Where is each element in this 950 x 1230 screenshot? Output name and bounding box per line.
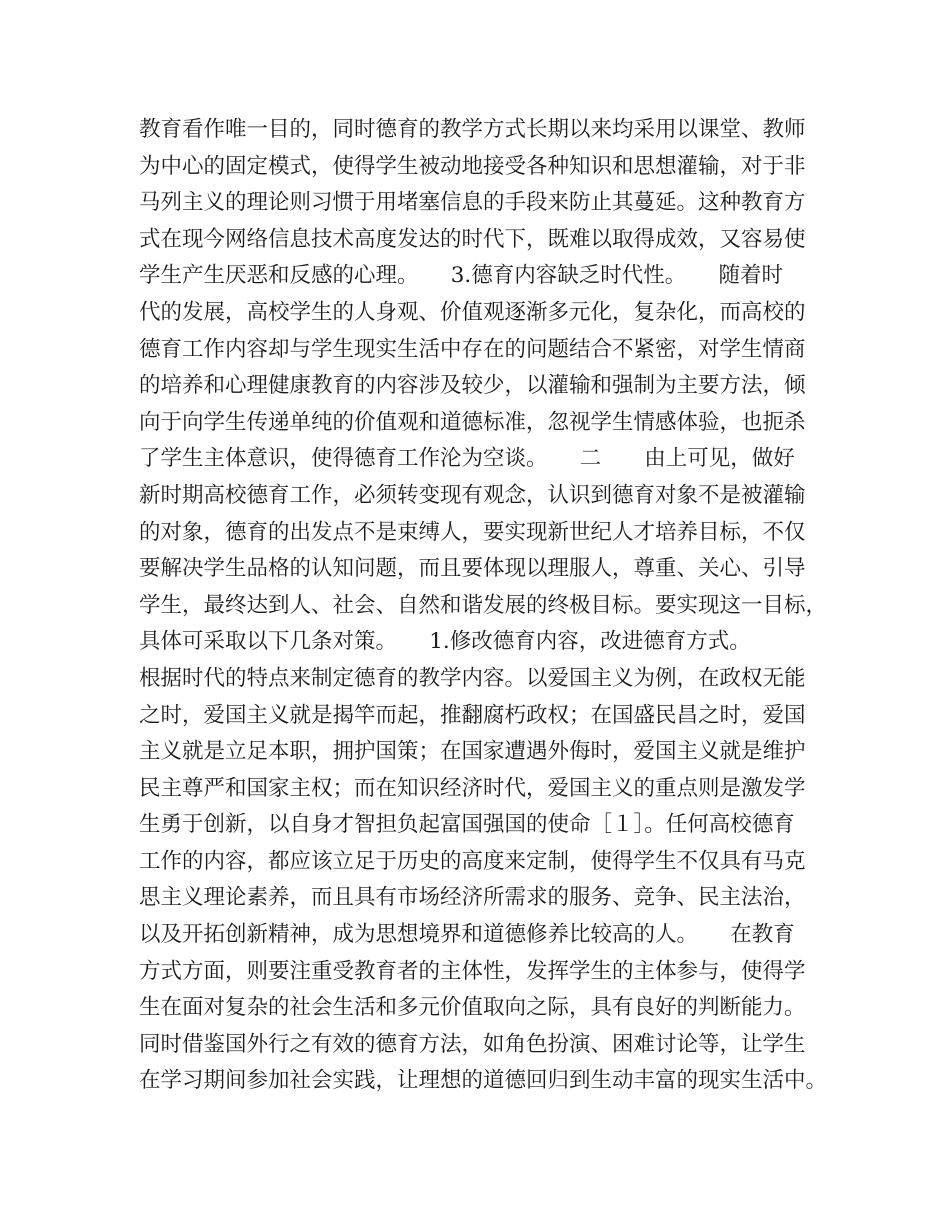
text-line: 新时期高校德育工作，必须转变现有观念，认识到德育对象不是被灌输 <box>139 482 806 508</box>
text-line: 之时，爱国主义就是揭竿而起，推翻腐朽政权；在国盛民昌之时，爱国 <box>139 702 806 728</box>
text-line: 具体可采取以下几条对策。 1.修改德育内容，改进德育方式。 <box>139 629 751 655</box>
text-line: 的对象，德育的出发点不是束缚人，要实现新世纪人才培养目标，不仅 <box>139 519 806 545</box>
text-line: 以及开拓创新精神，成为思想境界和道德修养比较高的人。 在教育 <box>139 922 795 948</box>
text-line: 要解决学生品格的认知问题，而且要体现以理服人，尊重、关心、引导 <box>139 556 806 582</box>
text-line: 的培养和心理健康教育的内容涉及较少，以灌输和强制为主要方法，倾 <box>139 373 806 399</box>
text-line: 为中心的固定模式，使得学生被动地接受各种知识和思想灌输，对于非 <box>139 153 806 179</box>
text-line: 马列主义的理论则习惯于用堵塞信息的手段来防止其蔓延。这种教育方 <box>139 190 806 216</box>
text-line: 思主义理论素养，而且具有市场经济所需求的服务、竞争、民主法治， <box>139 885 806 911</box>
text-line: 教育看作唯一目的，同时德育的教学方式长期以来均采用以课堂、教师 <box>139 117 806 142</box>
text-line: 根据时代的特点来制定德育的教学内容。以爱国主义为例，在政权无能 <box>139 665 806 691</box>
text-line: 生在面对复杂的社会生活和多元价值取向之际，具有良好的判断能力。 <box>139 995 806 1021</box>
text-line: 生勇于创新，以自身才智担负起富国强国的使命［１］。任何高校德育 <box>139 812 795 838</box>
text-line: 向于向学生传递单纯的价值观和道德标准，忽视学生情感体验，也扼杀 <box>139 409 806 435</box>
body-text <box>139 112 839 1100</box>
text-line: 学生，最终达到人、社会、自然和谐发展的终极目标。要实现这一目标， <box>139 592 828 618</box>
text-line: 同时借鉴国外行之有效的德育方法，如角色扮演、困难讨论等，让学生 <box>139 1031 806 1057</box>
text-line: 工作的内容，都应该立足于历史的高度来定制，使得学生不仅具有马克 <box>139 848 806 874</box>
text-line: 民主尊严和国家主权；而在知识经济时代，爱国主义的重点则是激发学 <box>139 775 806 801</box>
text-line: 德育工作内容却与学生现实生活中存在的问题结合不紧密，对学生情商 <box>139 336 806 362</box>
text-line: 在学习期间参加社会实践，让理想的道德回归到生动丰富的现实生活中。 <box>139 1068 828 1094</box>
text-line: 式在现今网络信息技术高度发达的时代下，既难以取得成效，又容易使 <box>139 226 806 252</box>
text-line: 主义就是立足本职，拥护国策；在国家遭遇外侮时，爱国主义就是维护 <box>139 739 806 765</box>
text-line: 学生产生厌恶和反感的心理。 3.德育内容缺乏时代性。 随着时 <box>139 263 784 289</box>
text-line: 了学生主体意识，使得德育工作沦为空谈。 二 由上可见，做好 <box>139 446 795 472</box>
text-line: 代的发展，高校学生的人身观、价值观逐渐多元化，复杂化，而高校的 <box>139 299 806 325</box>
text-line: 方式方面，则要注重受教育者的主体性，发挥学生的主体参与，使得学 <box>139 958 806 984</box>
